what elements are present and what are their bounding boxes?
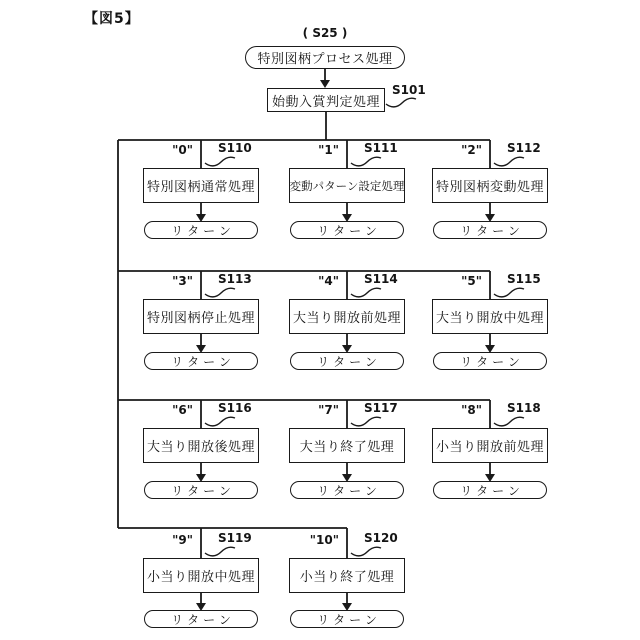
judge-step-label: S101 [392,83,426,97]
return-node: リターン [290,481,404,499]
branch-value-label: "9" [172,533,193,547]
return-node: リターン [433,352,547,370]
process-box: 特別図柄変動処理 [432,168,548,203]
process-box: 大当り終了処理 [289,428,405,463]
branch-step-label: S113 [218,272,252,286]
process-box: 小当り開放前処理 [432,428,548,463]
return-node: リターン [290,610,404,628]
branch-step-label: S118 [507,401,541,415]
process-box: 大当り開放後処理 [143,428,259,463]
arrow-start-to-judge [320,69,330,88]
branch-value-label: "5" [461,274,482,288]
return-node: リターン [144,221,258,239]
branch-step-label: S111 [364,141,398,155]
branch-value-label: "8" [461,403,482,417]
return-node: リターン [433,221,547,239]
branch-step-label: S110 [218,141,252,155]
process-box: 小当り開放中処理 [143,558,259,593]
branch-step-label: S116 [218,401,252,415]
branch-step-label: S112 [507,141,541,155]
return-node: リターン [290,352,404,370]
branch-step-label: S119 [218,531,252,545]
branch-value-label: "1" [318,143,339,157]
branch-value-label: "3" [172,274,193,288]
return-node: リターン [290,221,404,239]
judge-process-box: 始動入賞判定処理 [267,88,385,112]
branch-value-label: "6" [172,403,193,417]
figure-label: 【図5】 [84,11,140,27]
process-box: 特別図柄通常処理 [143,168,259,203]
process-box: 大当り開放前処理 [289,299,405,334]
branch-step-label: S120 [364,531,398,545]
start-terminal: 特別図柄プロセス処理 [245,46,405,69]
process-box: 大当り開放中処理 [432,299,548,334]
branch-step-label: S115 [507,272,541,286]
branch-value-label: "0" [172,143,193,157]
return-node: リターン [144,610,258,628]
return-node: リターン [144,352,258,370]
process-box: 小当り終了処理 [289,558,405,593]
branch-step-label: S114 [364,272,398,286]
branch-value-label: "10" [309,533,339,547]
return-node: リターン [144,481,258,499]
branch-value-label: "4" [318,274,339,288]
branch-value-label: "2" [461,143,482,157]
process-box: 変動パターン設定処理 [289,168,405,203]
branch-value-label: "7" [318,403,339,417]
branch-step-label: S117 [364,401,398,415]
return-node: リターン [433,481,547,499]
start-step-ref: ( S25 ) [302,26,348,40]
process-box: 特別図柄停止処理 [143,299,259,334]
